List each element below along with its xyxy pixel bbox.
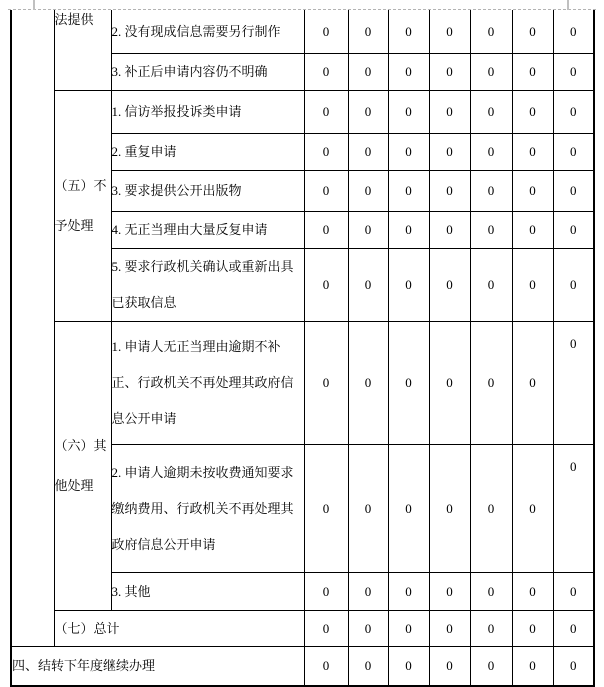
value-cell: 0: [512, 445, 553, 573]
item-cell: 3. 其他: [111, 573, 304, 611]
value-cell: 0: [470, 10, 512, 54]
value-cell: 0: [388, 249, 429, 322]
table-continuation-stub-left: [33, 0, 35, 10]
disclosure-handling-table: [10, 10, 595, 687]
value-cell: 0: [388, 91, 429, 134]
value-cell: 0: [512, 647, 553, 687]
left-merged-spacer-cell: [11, 10, 54, 647]
value-cell: 0: [553, 573, 594, 611]
value-cell: 0: [470, 54, 512, 91]
value-cell: 0: [553, 445, 594, 573]
value-cell: 0: [470, 171, 512, 212]
value-cell: 0: [348, 611, 388, 647]
value-cell: 0: [512, 10, 553, 54]
value-cell: 0: [388, 54, 429, 91]
value-cell: 0: [304, 10, 348, 54]
value-cell: 0: [553, 249, 594, 322]
value-cell: 0: [429, 611, 470, 647]
item-cell: 3. 要求提供公开出版物: [111, 171, 304, 212]
value-cell: 0: [304, 445, 348, 573]
value-cell: 0: [348, 134, 388, 171]
value-cell: 0: [512, 91, 553, 134]
value-cell: 0: [388, 573, 429, 611]
table-row: [11, 10, 594, 54]
value-cell: 0: [348, 10, 388, 54]
value-cell: 0: [348, 212, 388, 249]
group-label-total: （七）总计: [54, 611, 304, 647]
item-cell: 2. 重复申请: [111, 134, 304, 171]
table-row: [11, 322, 594, 445]
value-cell: 0: [429, 134, 470, 171]
value-cell: 0: [512, 322, 553, 445]
value-cell: 0: [470, 445, 512, 573]
value-cell: 0: [304, 322, 348, 445]
item-cell: 1. 信访举报投诉类申请: [111, 91, 304, 134]
value-cell: 0: [388, 647, 429, 687]
table-continuation-stub-right: [567, 0, 569, 10]
value-cell: 0: [429, 171, 470, 212]
value-cell: 0: [388, 611, 429, 647]
value-cell: 0: [429, 91, 470, 134]
value-cell: 0: [553, 91, 594, 134]
value-cell: 0: [512, 134, 553, 171]
table-row-total: [11, 611, 594, 647]
value-cell: 0: [429, 249, 470, 322]
value-cell: 0: [429, 322, 470, 445]
item-cell: 1. 申请人无正当理由逾期不补正、行政机关不再处理其政府信息公开申请: [111, 322, 304, 445]
value-cell: 0: [388, 171, 429, 212]
item-cell: 3. 补正后申请内容仍不明确: [111, 54, 304, 91]
value-cell: 0: [348, 249, 388, 322]
value-cell: 0: [348, 647, 388, 687]
value-cell: 0: [388, 322, 429, 445]
value-cell: 0: [512, 171, 553, 212]
group-label-unable-to-provide-cut: 法提供: [54, 10, 111, 91]
value-cell: 0: [304, 91, 348, 134]
value-cell: 0: [429, 54, 470, 91]
value-cell: 0: [304, 611, 348, 647]
item-cell: 2. 申请人逾期未按收费通知要求缴纳费用、行政机关不再处理其政府信息公开申请: [111, 445, 304, 573]
value-cell: 0: [470, 322, 512, 445]
value-cell: 0: [470, 573, 512, 611]
group-label-other-processing: （六）其他处理: [54, 322, 111, 611]
value-cell: 0: [470, 249, 512, 322]
value-cell: 0: [553, 10, 594, 54]
value-cell: 0: [348, 54, 388, 91]
value-cell: 0: [553, 212, 594, 249]
value-cell: 0: [553, 171, 594, 212]
value-cell: 0: [304, 573, 348, 611]
value-cell: 0: [512, 212, 553, 249]
value-cell: 0: [348, 322, 388, 445]
value-cell: 0: [304, 171, 348, 212]
value-cell: 0: [388, 212, 429, 249]
value-cell: 0: [304, 647, 348, 687]
value-cell: 0: [470, 134, 512, 171]
value-cell: 0: [388, 445, 429, 573]
value-cell: 0: [388, 134, 429, 171]
value-cell: 0: [304, 249, 348, 322]
value-cell: 0: [553, 134, 594, 171]
value-cell: 0: [304, 54, 348, 91]
value-cell: 0: [512, 54, 553, 91]
value-cell: 0: [512, 249, 553, 322]
value-cell: 0: [553, 322, 594, 445]
group-label-no-processing: （五）不予处理: [54, 91, 111, 322]
value-cell: 0: [470, 647, 512, 687]
item-cell: 2. 没有现成信息需要另行制作: [111, 10, 304, 54]
value-cell: 0: [553, 54, 594, 91]
value-cell: 0: [429, 212, 470, 249]
value-cell: 0: [429, 573, 470, 611]
item-cell: 5. 要求行政机关确认或重新出具已获取信息: [111, 249, 304, 322]
value-cell: 0: [470, 212, 512, 249]
table-row-carryover: [11, 647, 594, 687]
value-cell: 0: [348, 91, 388, 134]
value-cell: 0: [348, 445, 388, 573]
value-cell: 0: [429, 10, 470, 54]
value-cell: 0: [429, 445, 470, 573]
value-cell: 0: [429, 647, 470, 687]
value-cell: 0: [348, 171, 388, 212]
value-cell: 0: [553, 611, 594, 647]
value-cell: 0: [388, 10, 429, 54]
value-cell: 0: [512, 611, 553, 647]
item-cell: 4. 无正当理由大量反复申请: [111, 212, 304, 249]
value-cell: 0: [512, 573, 553, 611]
table-row: [11, 91, 594, 134]
section-label-carryover: 四、结转下年度继续办理: [11, 647, 304, 687]
value-cell: 0: [304, 212, 348, 249]
value-cell: 0: [470, 91, 512, 134]
value-cell: 0: [470, 611, 512, 647]
value-cell: 0: [553, 647, 594, 687]
value-cell: 0: [304, 134, 348, 171]
value-cell: 0: [348, 573, 388, 611]
